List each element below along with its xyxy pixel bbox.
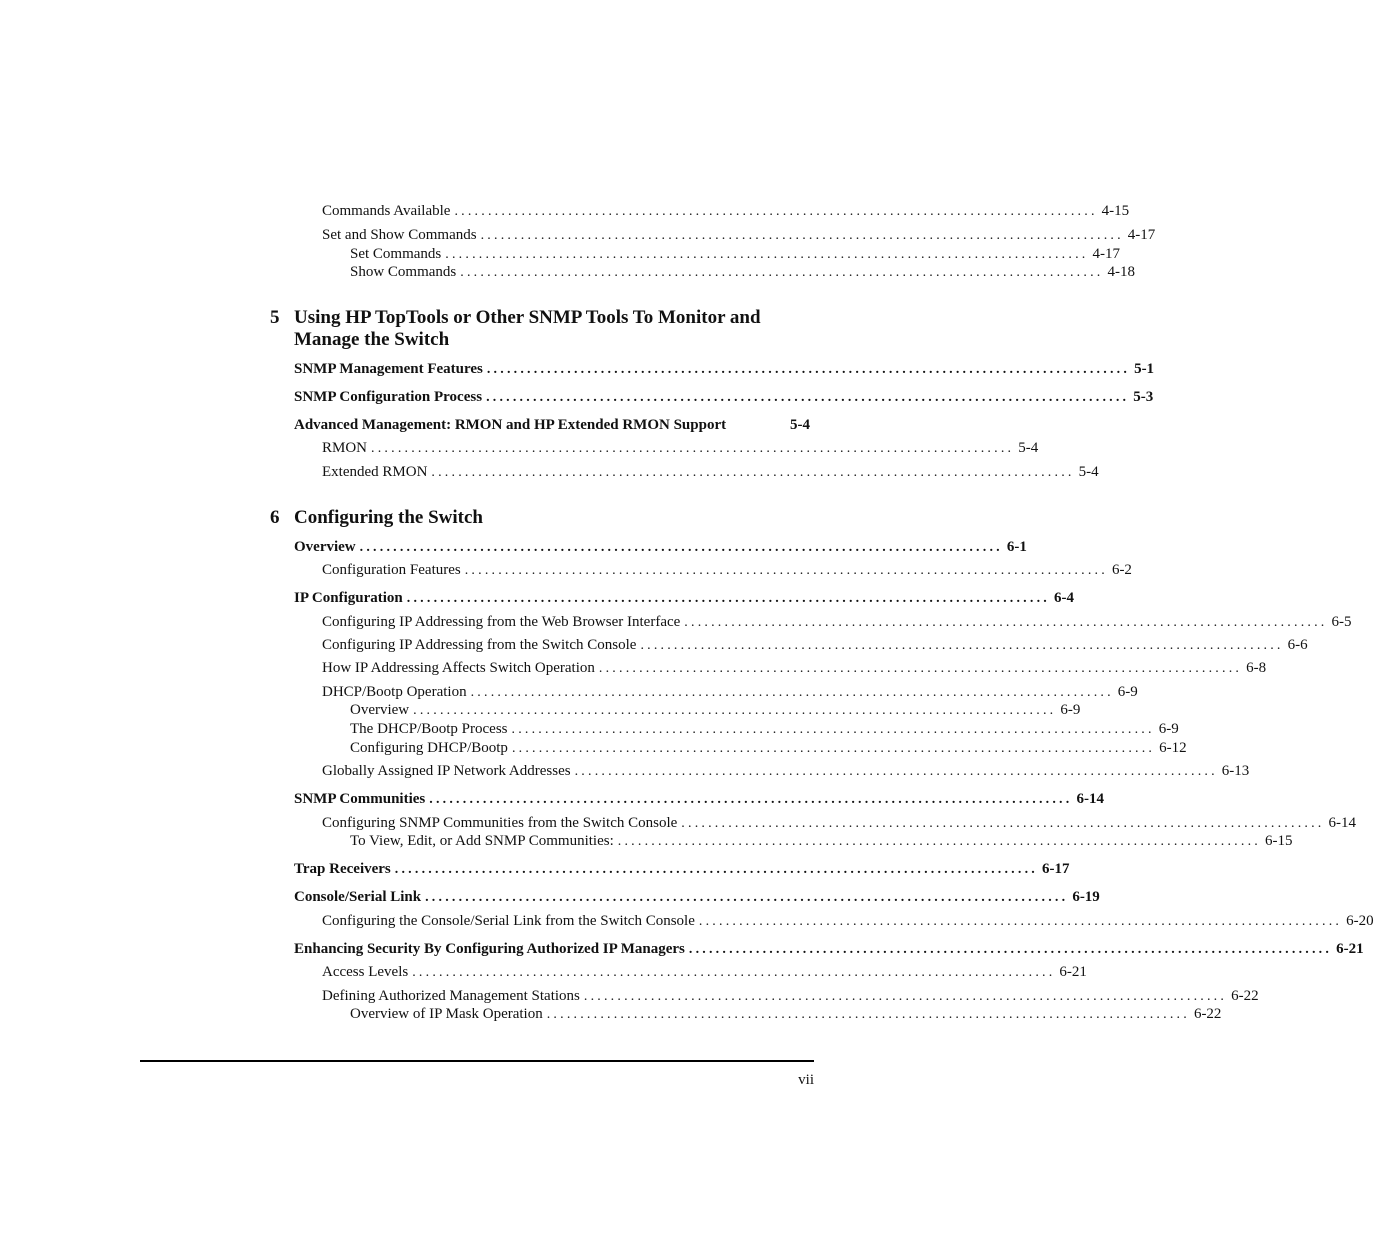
chapter-title: Using HP TopTools or Other SNMP Tools To Monitor and [294, 307, 761, 328]
toc-entry[interactable]: Configuration Features ................................................................................................ 6-2 [322, 562, 1132, 578]
toc-page: 6-4 [1053, 590, 1074, 606]
toc-page: 6-21 [1059, 964, 1087, 980]
toc-page: 6-17 [1041, 861, 1070, 877]
chapter-title: Manage the Switch [294, 329, 450, 350]
toc-entry[interactable]: IP Configuration ................................................................................................ 6-4 [294, 590, 1074, 606]
toc-title: RMON [322, 440, 368, 456]
toc-entry[interactable]: Show Commands ................................................................................................ 4-18 [350, 264, 1135, 280]
toc-title: Overview [350, 702, 410, 718]
toc-entry[interactable]: Overview ................................................................................................ 6-9 [350, 702, 1081, 718]
toc-page: 4-18 [1107, 264, 1135, 280]
toc-title: Configuration Features [322, 562, 461, 578]
toc-page: 6-5 [1331, 614, 1352, 630]
toc-page: 5-3 [1133, 389, 1154, 405]
toc-title: Commands Available [322, 203, 451, 219]
chapter-title: Configuring the Switch [294, 507, 483, 528]
toc-entry[interactable]: Commands Available ................................................................................................ 4-15 [322, 203, 1130, 219]
toc-title: SNMP Communities [294, 791, 426, 807]
toc-page: 4-15 [1101, 203, 1130, 219]
toc-entry[interactable]: Defining Authorized Management Stations ................................................................................................ 6-22 [322, 988, 1259, 1004]
toc-title: Overview of IP Mask Operation [350, 1006, 543, 1022]
toc-entry[interactable]: Set and Show Commands ................................................................................................ 4-17 [322, 227, 1156, 243]
toc-entry[interactable]: To View, Edit, or Add SNMP Communities: ................................................................................................ 6-15 [350, 833, 1293, 849]
toc-title: Set and Show Commands [322, 227, 477, 243]
toc-entry[interactable]: The DHCP/Bootp Process ................................................................................................ 6-9 [350, 721, 1179, 737]
footer-rule [140, 1060, 814, 1062]
toc-page: 5-4 [790, 417, 810, 433]
toc-title: Configuring DHCP/Bootp [350, 740, 508, 756]
toc-title: Overview [294, 539, 356, 555]
toc-page: 6-9 [1117, 684, 1138, 700]
toc-title: Set Commands [350, 246, 442, 262]
toc-page: 6-22 [1231, 988, 1259, 1004]
toc-page: 6-19 [1072, 889, 1100, 905]
toc-title: Configuring the Console/Serial Link from the Switch Console [322, 913, 695, 929]
toc-page: 6-15 [1264, 833, 1293, 849]
toc-title: SNMP Configuration Process [294, 389, 483, 405]
toc-page: 6-21 [1336, 941, 1364, 957]
toc-title: Trap Receivers [294, 861, 391, 877]
toc-title: Configuring IP Addressing from the Switch Console [322, 637, 637, 653]
page-number: vii [798, 1072, 814, 1088]
toc-title: Configuring SNMP Communities from the Switch Console [322, 815, 678, 831]
toc-page: 6-1 [1006, 539, 1027, 555]
toc-entry[interactable]: Configuring the Console/Serial Link from the Switch Console ................................................................................................ 6-20 [322, 913, 1374, 929]
toc-title: SNMP Management Features [294, 361, 483, 377]
toc-entry[interactable]: Enhancing Security By Configuring Authorized IP Managers ................................................................................................ 6-21 [294, 941, 1364, 957]
toc-title: How IP Addressing Affects Switch Operation [322, 660, 595, 676]
toc-title: The DHCP/Bootp Process [350, 721, 508, 737]
toc-page: 6-9 [1158, 721, 1179, 737]
toc-title: Access Levels [322, 964, 409, 980]
toc-page: 6-6 [1287, 637, 1308, 653]
toc-entry[interactable]: Overview of IP Mask Operation ................................................................................................ 6-22 [350, 1006, 1222, 1022]
toc-entry[interactable]: DHCP/Bootp Operation ................................................................................................ 6-9 [322, 684, 1138, 700]
toc-page: 4-17 [1092, 246, 1120, 262]
toc-title: Extended RMON [322, 464, 428, 480]
toc-page: 5-4 [1018, 440, 1039, 456]
toc-title: Defining Authorized Management Stations [322, 988, 580, 1004]
toc-title: Show Commands [350, 264, 457, 280]
toc-entry[interactable]: Configuring DHCP/Bootp ................................................................................................ 6-12 [350, 740, 1187, 756]
toc-page: 6-8 [1246, 660, 1267, 676]
toc-title: IP Configuration [294, 590, 403, 606]
toc-title: Configuring IP Addressing from the Web Browser Interface [322, 614, 681, 630]
toc-entry[interactable]: Globally Assigned IP Network Addresses ................................................................................................ 6-13 [322, 763, 1250, 779]
toc-entry[interactable]: SNMP Communities ................................................................................................ 6-14 [294, 791, 1104, 807]
toc-title: Advanced Management: RMON and HP Extended RMON Support [294, 417, 727, 433]
toc-title: Enhancing Security By Configuring Authorized IP Managers [294, 941, 685, 957]
toc-entry[interactable]: SNMP Configuration Process ................................................................................................ 5-3 [294, 389, 1154, 405]
toc-page: 4-17 [1127, 227, 1156, 243]
chapter-heading[interactable] [270, 507, 814, 529]
chapter-number: 6 [270, 507, 280, 528]
toc-page: 6-2 [1111, 562, 1132, 578]
toc-page: 6-22 [1193, 1006, 1222, 1022]
toc-page: 6-9 [1060, 702, 1081, 718]
toc-title: To View, Edit, or Add SNMP Communities: [350, 833, 614, 849]
toc-title: Globally Assigned IP Network Addresses [322, 763, 571, 779]
toc-entry[interactable]: Extended RMON ................................................................................................ 5-4 [322, 464, 1099, 480]
toc-entry[interactable] [294, 417, 810, 434]
toc-page: 5-4 [1078, 464, 1099, 480]
toc-entry[interactable]: RMON ................................................................................................ 5-4 [322, 440, 1039, 456]
toc-entry[interactable]: Configuring IP Addressing from the Switch Console ................................................................................................ 6-6 [322, 637, 1308, 653]
toc-page: 6-12 [1159, 740, 1187, 756]
toc-entry[interactable]: Overview ................................................................................................ 6-1 [294, 539, 1027, 555]
toc-entry[interactable]: How IP Addressing Affects Switch Operation ................................................................................................ 6-8 [322, 660, 1267, 676]
toc-page: 6-14 [1076, 791, 1104, 807]
chapter-number: 5 [270, 307, 280, 328]
toc-entry[interactable]: Configuring SNMP Communities from the Switch Console ................................................................................................ 6-14 [322, 815, 1356, 831]
toc-page: 5-1 [1134, 361, 1155, 377]
toc-title: DHCP/Bootp Operation [322, 684, 467, 700]
toc-entry[interactable]: Access Levels ................................................................................................ 6-21 [322, 964, 1087, 980]
toc-entry[interactable]: Trap Receivers ................................................................................................ 6-17 [294, 861, 1070, 877]
toc-entry[interactable]: Console/Serial Link ................................................................................................ 6-19 [294, 889, 1100, 905]
toc-title: Console/Serial Link [294, 889, 422, 905]
toc-page: 6-13 [1221, 763, 1250, 779]
chapter-heading[interactable] [270, 307, 814, 351]
toc-entry[interactable]: SNMP Management Features ................................................................................................ 5-1 [294, 361, 1155, 377]
toc-entry[interactable]: Set Commands ................................................................................................ 4-17 [350, 246, 1120, 262]
toc-entry[interactable]: Configuring IP Addressing from the Web Browser Interface ................................................................................................ 6-5 [322, 614, 1352, 630]
toc-page: 6-20 [1346, 913, 1374, 929]
toc-page: 6-14 [1328, 815, 1356, 831]
